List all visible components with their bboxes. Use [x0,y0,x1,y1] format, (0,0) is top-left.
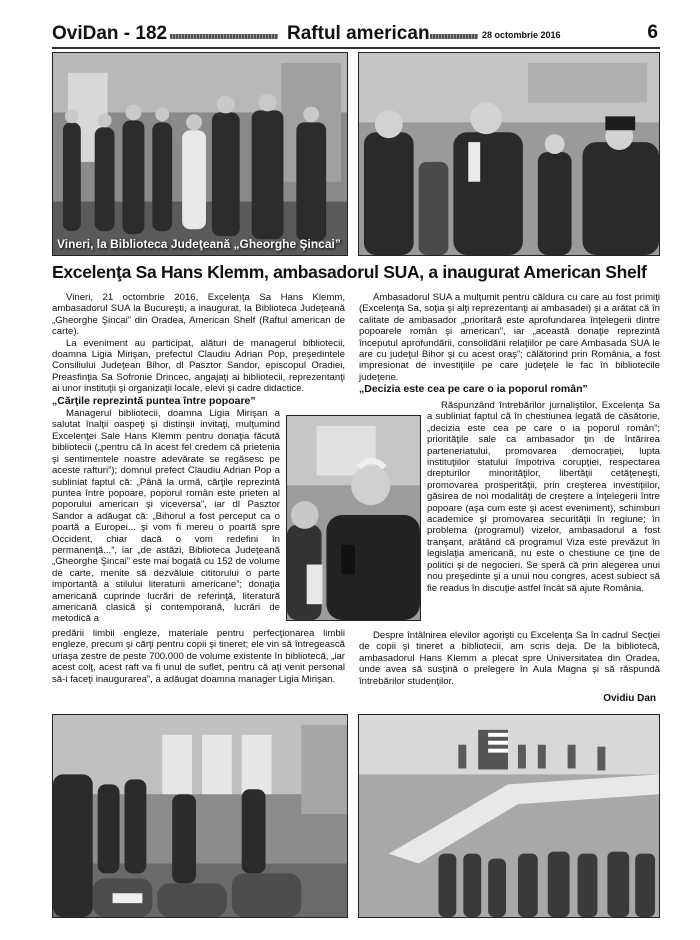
article-author: Ovidiu Dan [603,693,656,704]
photo-children-section [52,714,348,918]
page-number: 6 [647,22,658,43]
paragraph: Ambasadorul SUA a mulţumit pentru căldura cu care au fost primiţi (Excelenţa Sa, soţia şi alţi reprezentanţi ai ambasadei) şi a arătat că în calitate de ambasador „prioritară este aprofundarea înţelegerii dintre popoarele român şi american”, iar „această donaţie reprezintă începutul aprofundării, consolidării relaţiilor pe care Ambasada SUA le are cu judeţul Bihor şi cu acest oraş”; călătorind prin România, a fost impresionat de investiţiile pe care judeţele le fac în bibliotecile judeţene. [359,292,660,383]
article-column-left-continued [52,628,345,685]
header-divider [52,47,660,49]
header-rule-mid [430,34,478,39]
subheading: „Cărţile reprezintă puntea între popoare” [52,394,256,407]
paragraph: predării limbii engleze, materiale pentru perfecţionarea limbii engleze, precum şi cărţi pentru copii şi tineret; ele vin să întregească uriaşa zestre de peste 700.000 de volume existente în bibliotecă, „iar acest colţ, acest raft va fi unul de suflet, pentru că aţi venit personal să-i faceţi inaugurarea”, a adăugat doamna manager Ligia Mirişan. [52,628,345,685]
paragraph: La eveniment au participat, alături de managerul bibliotecii, doamna Ligia Mirişan, prefectul Claudiu Adrian Pop, preşedintele Consiliului Judeţean Bihor, dl Pasztor Sandor, episcopul Oradiei, Preasfinţia Sa Sofronie Drincec, angajaţi ai bibliotecii, reprezentanţi ai unor instituţii şi organizaţii locale, elevi şi cadre didactice. [52,337,345,395]
photo-caption: Vineri, la Biblioteca Judeţeană „Gheorghe Şincai” [57,237,341,251]
paragraph: Vineri, 21 octombrie 2016, Excelenţa Sa Hans Klemm, ambasadorul SUA la Bucureşti, a inaugurat, la Biblioteca Judeţeană „Gheorghe Şincai” din Oradea, American Shelf (Raftul american de carte). [52,292,345,338]
photo-ambassador-bishop [358,52,660,256]
paragraph: Despre întâlnirea elevilor agorişti cu Excelenţa Sa în cadrul Secţiei de copii şi tineret a bibliotecii, am scris deja. De la bibliotecă, ambasadorul Hans Klemm a plecat spre Universitatea din Oradea, unde avea să susţină o prelegere în Aula Magna şi să răspundă întrebărilor studenţilor. [359,630,660,687]
issue-date: 28 octombrie 2016 [482,30,561,40]
paragraph: Managerul bibliotecii, doamna Ligia Mirişan a salutat înalţii oaspeţi şi distinşii invitaţi, mulţumind Excelenţei Sale Hans Klemm pentru donaţia făcută bibliotecii („pentru că în acest fel credem că prietenia şi sentimentele noastre adevărate se regăsesc pe aceste rafturi”); domnul prefect Claudiu Adrian Pop a subliniat faptul că: „Până la urmă, cărţile reprezintă puntea între popoare, poporul român este prieten al poporului american şi viceversa”, iar dl Pasztor Sandor a adăugat că: „Bihorul a fost perceput ca o poartă a Europei... şi vom fi mereu o poartă spre Occident, chiar dacă o vom redefini în permanenţă...”, iar „de astăzi, Biblioteca Judeţeană „Gheorghe Şincai” este mai bogată cu 152 de volume de carte, menite să dezvăluie cititorului o parte importantă a stilului literaturii americane”; donaţia americană cuprinde lucrări de referinţă, literatură americană clasică şi contemporană, lucrări de metodică a [52,408,280,625]
article-column-right-lower [359,630,660,687]
issue-number: OviDan - 182 [52,23,168,44]
article-column-right-wrap [427,400,660,594]
article-column-right [359,292,660,397]
photo-library-welcome [52,52,348,256]
article-headline: Excelenţa Sa Hans Klemm, ambasadorul SUA, a inaugurat American Shelf [52,262,647,282]
header-rule-left [170,34,278,39]
section-title: Raftul american [287,23,430,44]
paragraph: Răspunzând întrebărilor jurnaliştilor, Excelenţa Sa a subliniat faptul că în chestiunea legată de căsătorie, „decizia este cea pe care o ia poporul român”; priorităţile sale ca ambasador ţin de întărirea parteneriatului, promovarea democraţiei, lupta instituţiilor statului împotriva corupţiei, respectarea drepturilor minorităţilor, libertăţii cetăţeneşti, promovarea prosperităţii, prin creşterea investiţiilor, găsirea de noi modalităţi de creştere a înţelegerii între popoare (aşa cum este şi acest eveniment), schimburi academice şi promovarea securităţii în regiune; în problema (programul) vizelor, ambasadorul a fost tranşant, arătând că programul Viza este prevăzut în legislaţia americană, nu este o chestiune ce ţine de politici şi de negocieri. Se speră că prin alegerea unui nou preşedinte şi a unui nou congres, acest subiect să fie readus în discuţie astfel încât să ajute România. [427,400,660,594]
photo-ambassador-interview [286,415,421,621]
photo-library-hall [358,714,660,918]
subheading: „Decizia este cea pe care o ia poporul român” [359,383,588,396]
